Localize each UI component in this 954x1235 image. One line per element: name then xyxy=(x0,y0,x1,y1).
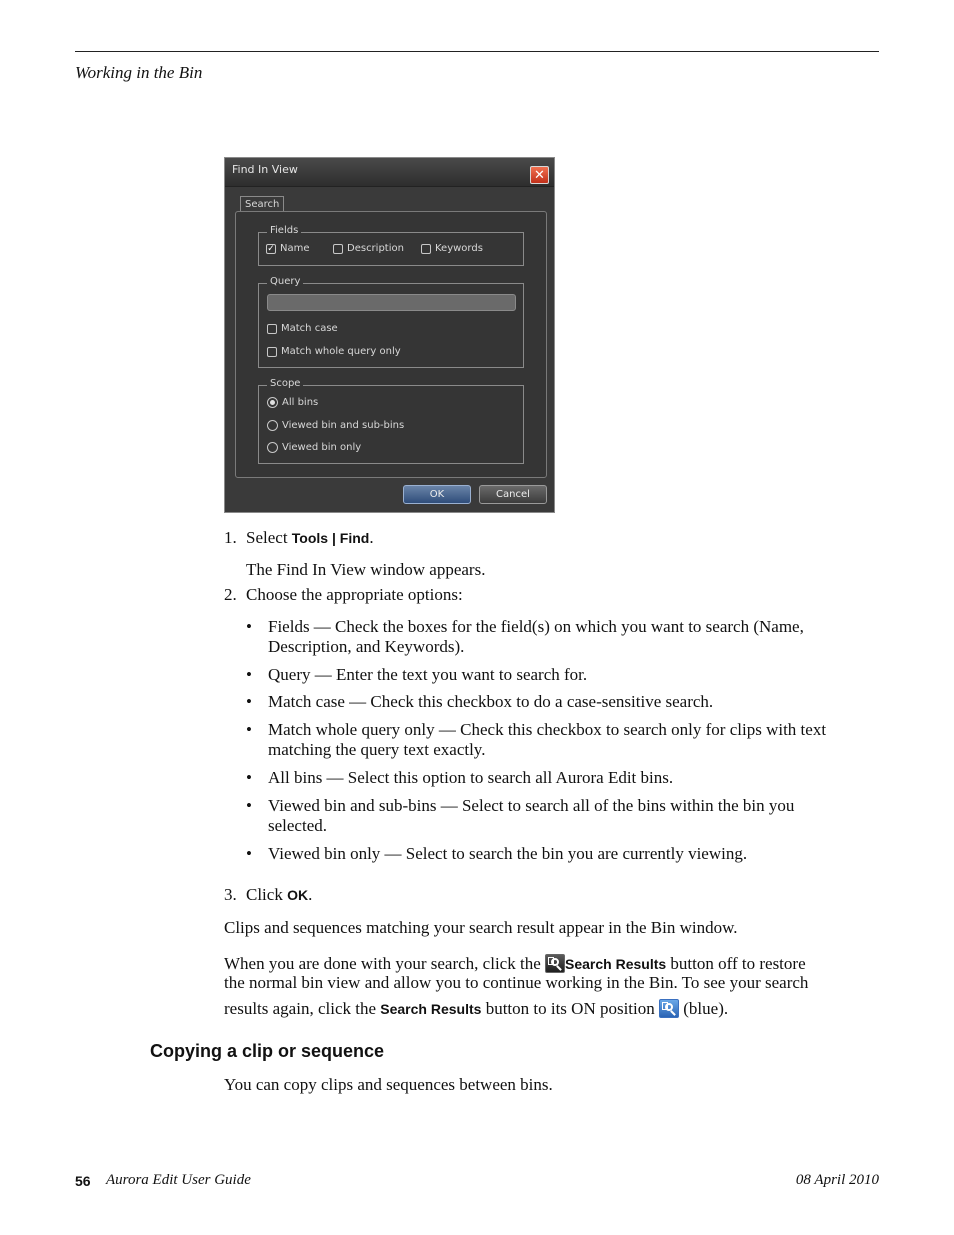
query-input[interactable] xyxy=(267,294,516,311)
bullet-viewed-only: Viewed bin only — Select to search the bin you are currently viewing. xyxy=(268,844,748,863)
step-1-text xyxy=(246,528,374,548)
bullet-marker: • xyxy=(246,665,252,684)
checkbox-icon xyxy=(267,347,277,357)
paragraph-text: button off to restore xyxy=(666,954,806,973)
find-in-view-dialog-screenshot xyxy=(224,157,555,513)
step-2-text: Choose the appropriate options: xyxy=(246,585,463,604)
scope-group-label: Scope xyxy=(267,378,303,389)
search-results-paragraph-line-2: the normal bin view and allow you to continue working in the Bin. To see your search xyxy=(224,973,809,992)
section-text: You can copy clips and sequences between bins. xyxy=(224,1075,553,1094)
dialog-title: Find In View xyxy=(232,163,298,176)
cancel-button[interactable]: Cancel xyxy=(479,485,547,504)
radio-icon xyxy=(267,420,278,431)
checkbox-checked-icon: ✓ xyxy=(267,243,275,254)
keywords-checkbox[interactable] xyxy=(421,243,483,254)
running-head: Working in the Bin xyxy=(75,63,203,82)
dialog-titlebar xyxy=(225,158,554,187)
viewed-bin-only-label: Viewed bin only xyxy=(282,442,362,453)
step-3-suffix: . xyxy=(308,885,313,904)
radio-selected-icon xyxy=(267,397,278,408)
bullet-all-bins: All bins — Select this option to search all Aurora Edit bins. xyxy=(268,768,674,787)
search-results-on-icon xyxy=(659,999,679,1018)
viewed-bin-sub-bins-label: Viewed bin and sub-bins xyxy=(282,420,405,431)
search-results-paragraph-line-1 xyxy=(224,954,824,974)
search-results-button-name: Search Results xyxy=(565,956,667,972)
name-checkbox-label: Name xyxy=(280,243,310,254)
footer-title: Aurora Edit User Guide xyxy=(106,1172,251,1188)
bullet-marker: • xyxy=(246,844,252,863)
bullet-match-whole: Match whole query only — Check this checkbox to search only for clips with text matching the query text exactly. xyxy=(268,720,827,759)
match-case-checkbox[interactable] xyxy=(267,323,338,334)
ok-command: OK xyxy=(287,887,309,903)
step-1-result: The Find In View window appears. xyxy=(246,560,486,579)
bullet-viewed-sub-bins: Viewed bin and sub-bins — Select to search all of the bins within the bin you selected. xyxy=(268,796,795,835)
keywords-checkbox-label: Keywords xyxy=(435,243,483,254)
search-panel xyxy=(235,211,547,478)
bullet-marker: • xyxy=(246,720,252,739)
match-whole-label: Match whole query only xyxy=(281,346,401,357)
step-3-number: 3. xyxy=(224,885,237,904)
viewed-bin-sub-bins-radio[interactable] xyxy=(267,420,404,431)
all-bins-radio[interactable] xyxy=(267,397,318,408)
bullet-marker: • xyxy=(246,692,252,711)
search-results-button-name: Search Results xyxy=(380,1001,482,1017)
footer-date: 08 April 2010 xyxy=(795,1172,879,1188)
tab-search[interactable]: Search xyxy=(240,196,284,213)
paragraph-text: results again, click the xyxy=(224,999,381,1018)
description-checkbox[interactable] xyxy=(333,243,404,254)
step-2-number: 2. xyxy=(224,585,237,604)
radio-icon xyxy=(267,442,278,453)
bullet-marker: • xyxy=(246,768,252,787)
close-icon[interactable]: ✕ xyxy=(530,166,549,184)
paragraph-text: button to its ON position xyxy=(481,999,660,1018)
page-number: 56 xyxy=(75,1173,91,1189)
search-results-off-icon xyxy=(545,954,565,973)
checkbox-icon xyxy=(421,244,431,254)
bullet-marker: • xyxy=(246,617,252,636)
match-whole-checkbox[interactable] xyxy=(267,346,401,357)
header-rule xyxy=(75,51,879,52)
step-1-suffix: . xyxy=(369,528,374,547)
bullet-query: Query — Enter the text you want to search for. xyxy=(268,665,588,684)
bullet-fields: Fields — Check the boxes for the field(s) on which you want to search (Name, Description, and Keywords). xyxy=(268,617,804,656)
viewed-bin-only-radio[interactable] xyxy=(267,442,361,453)
menu-command-tools-find: Tools | Find xyxy=(291,530,370,546)
step-3-prefix: Click xyxy=(246,885,288,904)
bullet-match-case: Match case — Check this checkbox to do a case-sensitive search. xyxy=(268,692,714,711)
result-paragraph: Clips and sequences matching your search result appear in the Bin window. xyxy=(224,918,738,937)
section-heading: Copying a clip or sequence xyxy=(150,1041,385,1061)
fields-group xyxy=(258,225,524,266)
query-group-label: Query xyxy=(267,276,303,287)
query-group xyxy=(258,276,524,368)
fields-group-label: Fields xyxy=(267,225,301,236)
step-3-text xyxy=(246,885,312,905)
scope-group xyxy=(258,378,524,464)
paragraph-text: (blue). xyxy=(679,999,729,1018)
paragraph-text: When you are done with your search, click the xyxy=(224,954,545,973)
match-case-label: Match case xyxy=(281,323,338,334)
checkbox-icon xyxy=(333,244,343,254)
name-checkbox[interactable] xyxy=(266,243,310,254)
ok-button[interactable]: OK xyxy=(403,485,471,504)
all-bins-label: All bins xyxy=(282,397,319,408)
bullet-marker: • xyxy=(246,796,252,815)
step-1-number: 1. xyxy=(224,528,237,547)
search-results-paragraph-line-3 xyxy=(224,999,824,1019)
checkbox-icon xyxy=(267,324,277,334)
step-1-prefix: Select xyxy=(246,528,292,547)
description-checkbox-label: Description xyxy=(347,243,404,254)
